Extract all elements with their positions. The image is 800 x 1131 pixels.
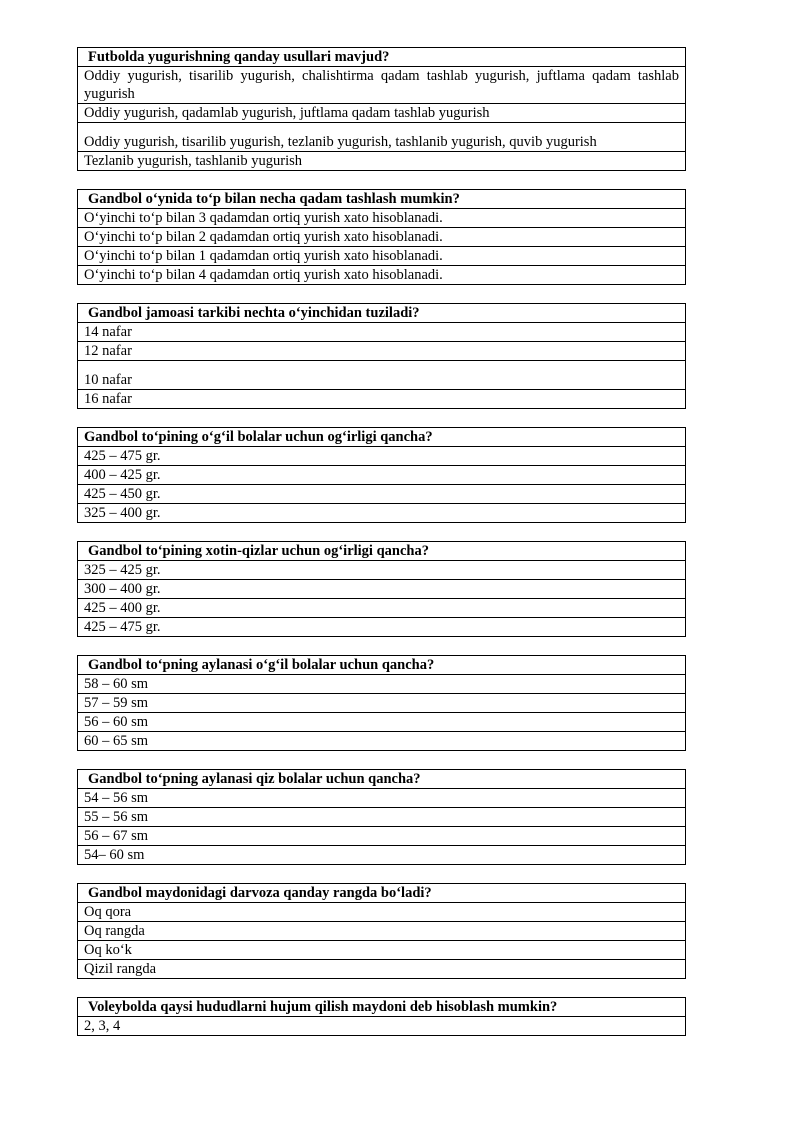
question-text: Gandbol to‘pning aylanasi o‘g‘il bolalar uchun qancha? (78, 656, 686, 675)
answer-option: Oddiy yugurish, tisarilib yugurish, chalishtirma qadam tashlab yugurish, juftlama qadam tashlab yugurish (78, 67, 686, 104)
question-block-2 (77, 189, 686, 285)
answer-option: 325 – 425 gr. (78, 561, 686, 580)
answer-option: 57 – 59 sm (78, 694, 686, 713)
document-page (77, 47, 686, 1054)
answer-option: 400 – 425 gr. (78, 466, 686, 485)
answer-option: Oq qora (78, 903, 686, 922)
question-text: Gandbol o‘ynida to‘p bilan necha qadam tashlash mumkin? (78, 190, 686, 209)
answer-option: 55 – 56 sm (78, 808, 686, 827)
question-block-5 (77, 541, 686, 637)
question-block-6 (77, 655, 686, 751)
answer-option: Qizil rangda (78, 960, 686, 979)
answer-option: 425 – 450 gr. (78, 485, 686, 504)
question-text: Gandbol to‘pining xotin-qizlar uchun og‘irligi qancha? (78, 542, 686, 561)
question-block-8 (77, 883, 686, 979)
answer-option: 300 – 400 gr. (78, 580, 686, 599)
question-block-1 (77, 47, 686, 171)
answer-option: 14 nafar (78, 323, 686, 342)
answer-option: O‘yinchi to‘p bilan 3 qadamdan ortiq yurish xato hisoblanadi. (78, 209, 686, 228)
question-text: Gandbol maydonidagi darvoza qanday rangda bo‘ladi? (78, 884, 686, 903)
question-block-4 (77, 427, 686, 523)
answer-option: O‘yinchi to‘p bilan 2 qadamdan ortiq yurish xato hisoblanadi. (78, 228, 686, 247)
answer-option: Oddiy yugurish, tisarilib yugurish, tezlanib yugurish, tashlanib yugurish, quvib yugurish (78, 123, 686, 152)
answer-option: 56 – 67 sm (78, 827, 686, 846)
answer-option: 425 – 400 gr. (78, 599, 686, 618)
answer-option: Oq ko‘k (78, 941, 686, 960)
answer-option: 12 nafar (78, 342, 686, 361)
answer-option: 56 – 60 sm (78, 713, 686, 732)
answer-option: Tezlanib yugurish, tashlanib yugurish (78, 152, 686, 171)
question-text: Gandbol to‘pining o‘g‘il bolalar uchun og‘irligi qancha? (78, 428, 686, 447)
answer-option: 16 nafar (78, 390, 686, 409)
question-block-3 (77, 303, 686, 409)
question-text: Voleybolda qaysi hududlarni hujum qilish maydoni deb hisoblash mumkin? (78, 998, 686, 1017)
question-block-7 (77, 769, 686, 865)
answer-option: 54– 60 sm (78, 846, 686, 865)
answer-option: Oq rangda (78, 922, 686, 941)
answer-option: 425 – 475 gr. (78, 447, 686, 466)
answer-option: 58 – 60 sm (78, 675, 686, 694)
question-text: Gandbol jamoasi tarkibi nechta o‘yinchidan tuziladi? (78, 304, 686, 323)
answer-option: Oddiy yugurish, qadamlab yugurish, juftlama qadam tashlab yugurish (78, 104, 686, 123)
question-block-9 (77, 997, 686, 1036)
question-text: Futbolda yugurishning qanday usullari mavjud? (78, 48, 686, 67)
answer-option: 2, 3, 4 (78, 1017, 686, 1036)
question-text: Gandbol to‘pning aylanasi qiz bolalar uchun qancha? (78, 770, 686, 789)
answer-option: O‘yinchi to‘p bilan 1 qadamdan ortiq yurish xato hisoblanadi. (78, 247, 686, 266)
answer-option: 325 – 400 gr. (78, 504, 686, 523)
answer-option: 10 nafar (78, 361, 686, 390)
answer-option: 60 – 65 sm (78, 732, 686, 751)
answer-option: 425 – 475 gr. (78, 618, 686, 637)
answer-option: 54 – 56 sm (78, 789, 686, 808)
answer-option: O‘yinchi to‘p bilan 4 qadamdan ortiq yurish xato hisoblanadi. (78, 266, 686, 285)
